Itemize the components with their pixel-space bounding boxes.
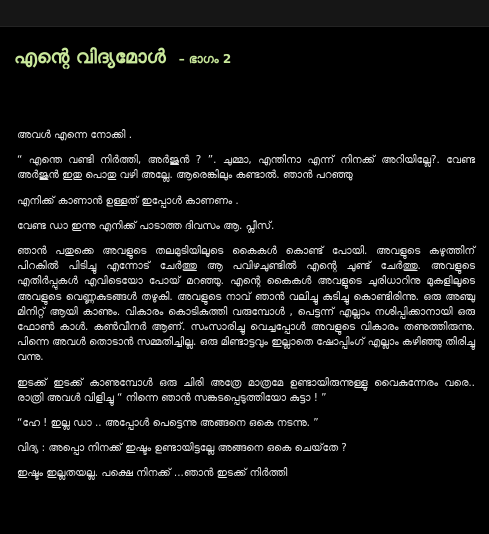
paragraph: “ എന്തെ വണ്ടി നിർത്തി, അർജുൻ ? ”. ചുമ്മാ, എന്തിനാ എന്ന് നിനക്ക് അറിയില്ലേ?. വേണ്ട അർജുൻ ഇതു പൊതു വഴി അല്ലേ. ആരെങ്കിലും കണ്ടാൽ. ഞാൻ പറഞ്ഞു <box>17 154 475 182</box>
story-title: എന്റെ വിദ്യമോൾ <box>14 46 166 68</box>
top-bar <box>0 0 489 27</box>
paragraph: “ഹേ ! ഇല്ല ഡാ .. അപ്പോൾ പെട്ടെന്നു അങ്ങനെ ഒകെ നടന്നു. ” <box>17 417 319 430</box>
paragraph: അവൾ എന്നെ നോക്കി . <box>17 129 133 141</box>
story-header <box>14 46 231 68</box>
paragraph: ഇടക്ക് ഇടക്ക് കാണുമ്പോൾ ഒരു ചിരി അത്രേ മാത്രമേ ഉണ്ടായിരുന്നുള്ളൂ വൈകുന്നേരം വരെ.. രാത്രി അവൾ വിളിച്ചു “ നിന്നെ ഞാൻ സങ്കടപ്പെടുത്തിയോ കുട്ടാ ! ” <box>17 376 475 404</box>
paragraph: വിദ്യ : അപ്പൊ നിനക്ക് ഇഷ്ടം ഉണ്ടായിട്ടല്ലേ അങ്ങനെ ഒകെ ചെയ്‌തേ ? <box>17 442 347 455</box>
paragraph: ഇഷ്ടം ഇല്ലതയല്ല. പക്ഷെ നിനക്ക് ...ഞാൻ ഇടക്ക് നിർത്തി <box>17 467 288 480</box>
part-label: – ഭാഗം 2 <box>178 52 232 66</box>
paragraph: എനിക്ക് കാണാൻ ഉള്ളത് ഇപ്പോൾ കാണണം . <box>17 194 239 207</box>
paragraph: ഞാൻ പതുക്കെ അവളുടെ തലമുടിയിലൂടെ കൈകൾ കൊണ്ട് പോയി. അവളുടെ കഴുത്തിന് പിറകിൽ പിടിച്ചു എന്നോട് ചേർത്തു ആ പവിഴചുണ്ടിൽ എന്റെ ചുണ്ട് ചേർത്തു. അവളുടെ എതിർപ്പുകൾ എവിടെയോ പോയ് മറഞ്ഞു. എന്റെ കൈകൾ അവളുടെ ചുരിധാറിനു മുകളിലൂടെ അവളുടെ വെണ്ണകുടങ്ങൾ തഴുകി. അവളുടെ നാവ് ഞാൻ വലിച്ചു കുടിച്ചു കൊണ്ടിരിന്നു. ഒരു അഞ്ചു മിനിറ്റ് ആയി കാണും. വികാരം കൊടികുത്തി വരുമ്പോൾ , പെട്ടന്ന് എല്ലാം നശിപ്പിക്കാനായി ഒരു ഫോൺ കാൾ. കൺവീനർ ആണ്. സംസാരിച്ചു വെച്ചപ്പോൾ അവളുടെ വികാരം തണുത്തിരുന്നു. പിന്നെ അവൾ തൊടാൻ സമ്മതിച്ചില്ല. ഒരു മിണ്ടാട്ടവും ഇല്ലാതെ ഷോപ്പിംഗ് എല്ലാം കഴിഞ്ഞു തിരിച്ചു വന്നു. <box>17 245 475 364</box>
paragraph: വേണ്ട ഡാ ഇന്നു എനിക്ക് പാടാത്ത ദിവസം ആ. പ്ലീസ്. <box>17 219 275 232</box>
story-body <box>17 128 475 492</box>
